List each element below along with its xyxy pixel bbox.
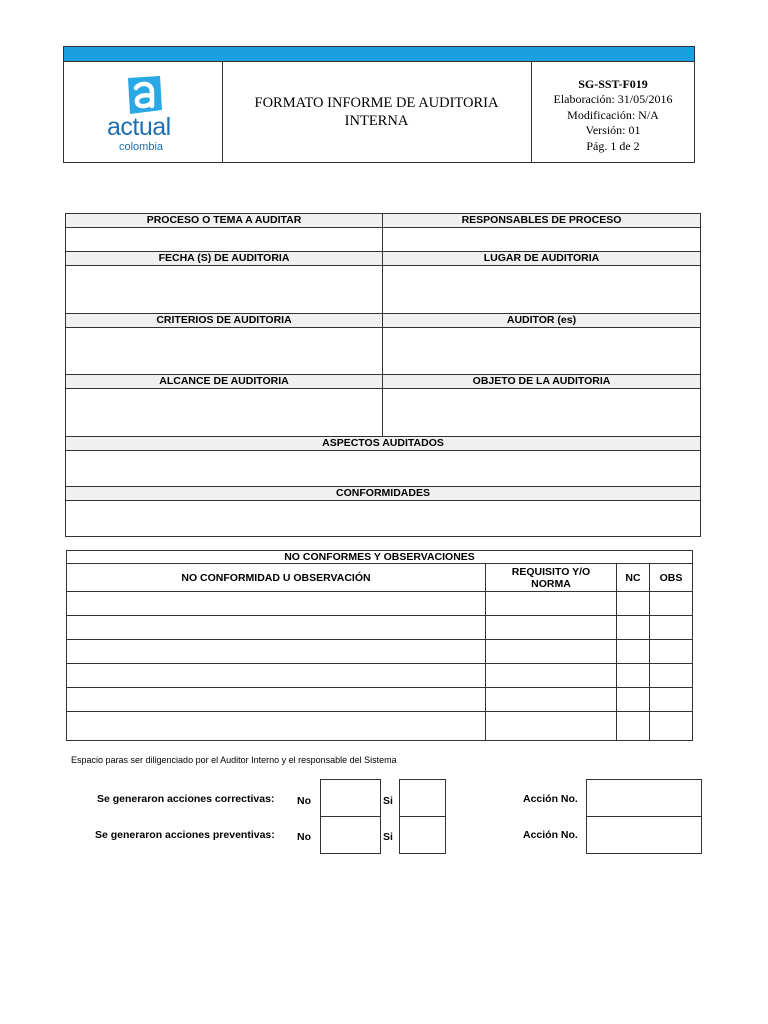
preventivas-no-label: No [297, 831, 311, 843]
nc-cell[interactable] [650, 616, 693, 640]
objeto-field[interactable] [383, 389, 701, 437]
nc-cell[interactable] [486, 712, 617, 741]
nc-cell[interactable] [617, 688, 650, 712]
document-code: SG-SST-F019 [578, 77, 648, 91]
company-logo [64, 61, 223, 162]
audit-info-table [65, 213, 701, 537]
nc-cell[interactable] [617, 712, 650, 741]
title-line-2: INTERNA [344, 112, 409, 129]
criterios-label: CRITERIOS DE AUDITORIA [66, 314, 383, 328]
nc-table-title: NO CONFORMES Y OBSERVACIONES [67, 551, 693, 564]
nc-table [66, 550, 693, 741]
table-row [67, 640, 693, 664]
correctivas-no-label: No [297, 795, 311, 807]
correctivas-si-box[interactable] [399, 779, 446, 817]
alcance-field[interactable] [66, 389, 383, 437]
preventivas-si-box[interactable] [399, 816, 446, 854]
nc-col-observacion: NO CONFORMIDAD U OBSERVACIÓN [67, 564, 486, 592]
responsables-label: RESPONSABLES DE PROCESO [383, 214, 701, 228]
logo-subtitle: colombia [119, 141, 164, 153]
preventivas-accion-label: Acción No. [523, 829, 578, 841]
nc-cell[interactable] [617, 640, 650, 664]
logo-wordmark: actual [107, 113, 171, 141]
lugar-field[interactable] [383, 266, 701, 314]
nc-cell[interactable] [650, 592, 693, 616]
conformidades-label: CONFORMIDADES [66, 487, 701, 501]
table-row [67, 688, 693, 712]
nc-cell[interactable] [67, 616, 486, 640]
preventivas-no-box[interactable] [320, 816, 381, 854]
table-row [67, 664, 693, 688]
document-header [63, 61, 695, 163]
table-row [67, 592, 693, 616]
nc-cell[interactable] [486, 664, 617, 688]
nc-cell[interactable] [650, 640, 693, 664]
preventivas-label: Se generaron acciones preventivas: [95, 829, 275, 841]
nc-cell[interactable] [650, 688, 693, 712]
table-row [67, 712, 693, 741]
document-title [222, 61, 532, 162]
requisito-line-1: REQUISITO Y/O [511, 565, 591, 578]
alcance-label: ALCANCE DE AUDITORIA [66, 375, 383, 389]
nc-cell[interactable] [486, 616, 617, 640]
correctivas-si-label: Si [383, 795, 393, 807]
nc-cell[interactable] [617, 592, 650, 616]
aspectos-label: ASPECTOS AUDITADOS [66, 437, 701, 451]
nc-cell[interactable] [617, 616, 650, 640]
auditor-field[interactable] [383, 328, 701, 375]
fecha-label: FECHA (S) DE AUDITORIA [66, 252, 383, 266]
nc-cell[interactable] [486, 640, 617, 664]
elaboracion: Elaboración: 31/05/2016 [553, 92, 673, 107]
nc-col-requisito [486, 564, 617, 592]
correctivas-no-box[interactable] [320, 779, 381, 817]
correctivas-accion-label: Acción No. [523, 793, 578, 805]
version: Versión: 01 [585, 123, 641, 138]
nc-col-obs: OBS [650, 564, 693, 592]
actual-logo-icon [122, 74, 166, 116]
fecha-field[interactable] [66, 266, 383, 314]
modificacion: Modificación: N/A [567, 107, 659, 122]
lugar-label: LUGAR DE AUDITORIA [383, 252, 701, 266]
nc-cell[interactable] [67, 688, 486, 712]
preventivas-accion-box[interactable] [586, 816, 702, 854]
page-number: Pág. 1 de 2 [586, 138, 640, 153]
proceso-field[interactable] [66, 228, 383, 252]
document-meta [531, 61, 695, 162]
objeto-label: OBJETO DE LA AUDITORIA [383, 375, 701, 389]
auditor-label: AUDITOR (es) [383, 314, 701, 328]
footer-note: Espacio paras ser diligenciado por el Auditor Interno y el responsable del Sistema [71, 755, 397, 765]
nc-cell[interactable] [67, 640, 486, 664]
table-row [67, 616, 693, 640]
title-line-1: FORMATO INFORME DE AUDITORIA [254, 94, 499, 111]
nc-cell[interactable] [67, 592, 486, 616]
requisito-line-2: NORMA [531, 577, 571, 590]
preventivas-si-label: Si [383, 831, 393, 843]
responsables-field[interactable] [383, 228, 701, 252]
nc-cell[interactable] [617, 664, 650, 688]
correctivas-accion-box[interactable] [586, 779, 702, 817]
nc-cell[interactable] [486, 592, 617, 616]
nc-cell[interactable] [650, 664, 693, 688]
aspectos-field[interactable] [66, 451, 701, 487]
nc-cell[interactable] [486, 688, 617, 712]
nc-cell[interactable] [650, 712, 693, 741]
criterios-field[interactable] [66, 328, 383, 375]
nc-cell[interactable] [67, 712, 486, 741]
nc-cell[interactable] [67, 664, 486, 688]
nc-col-nc: NC [617, 564, 650, 592]
header-accent-bar [63, 46, 695, 62]
correctivas-label: Se generaron acciones correctivas: [97, 793, 275, 805]
proceso-label: PROCESO O TEMA A AUDITAR [66, 214, 383, 228]
conformidades-field[interactable] [66, 501, 701, 537]
